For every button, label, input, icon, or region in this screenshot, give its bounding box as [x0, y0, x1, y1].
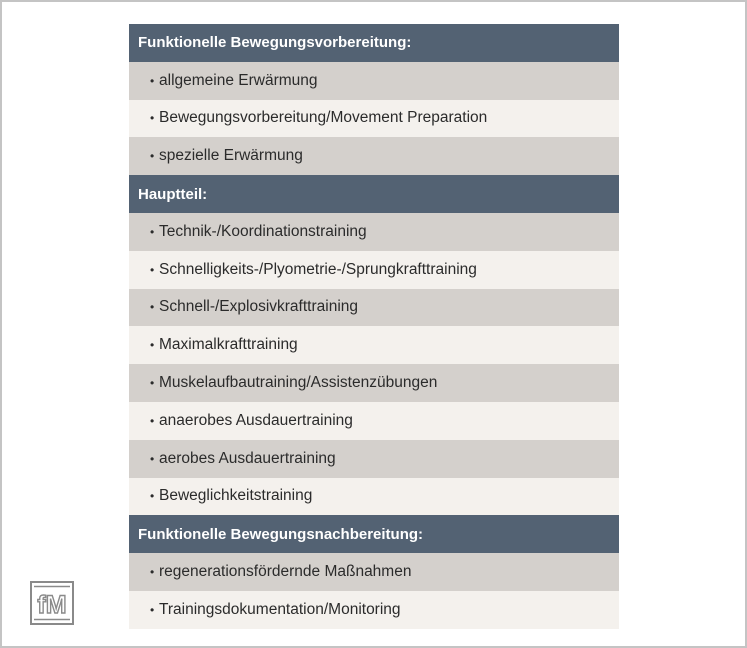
list-item-label: Beweglichkeitstraining — [159, 487, 313, 505]
bullet-icon: • — [150, 73, 155, 88]
list-item-label: Schnelligkeits-/Plyometrie-/Sprungkrafttraining — [159, 260, 477, 278]
bullet-icon: • — [150, 262, 155, 277]
bullet-icon: • — [150, 338, 155, 353]
list-item — [129, 326, 619, 364]
list-item — [129, 100, 619, 138]
list-item — [129, 289, 619, 327]
fm-logo-icon — [30, 581, 74, 625]
bullet-icon: • — [150, 565, 155, 580]
list-item — [129, 402, 619, 440]
list-item-label: Bewegungsvorbereitung/Movement Preparation — [159, 109, 488, 127]
bullet-icon: • — [150, 489, 155, 504]
bullet-icon: • — [150, 376, 155, 391]
section-header: Funktionelle Bewegungsnachbereitung: — [129, 515, 619, 553]
list-item-label: Technik-/Koordinationstraining — [159, 222, 367, 240]
list-item-label: aerobes Ausdauertraining — [159, 449, 336, 467]
list-item — [129, 478, 619, 516]
bullet-icon: • — [150, 224, 155, 239]
section-header: Hauptteil: — [129, 175, 619, 213]
list-item — [129, 591, 619, 629]
training-structure-table — [129, 24, 619, 629]
list-item — [129, 364, 619, 402]
list-item — [129, 440, 619, 478]
list-item-label: spezielle Erwärmung — [159, 147, 303, 165]
list-item — [129, 62, 619, 100]
bullet-icon: • — [150, 413, 155, 428]
bullet-icon: • — [150, 602, 155, 617]
list-item — [129, 213, 619, 251]
list-item-label: Trainingsdokumentation/Monitoring — [159, 600, 401, 618]
list-item-label: Maximalkrafttraining — [159, 336, 298, 354]
list-item-label: allgemeine Erwärmung — [159, 71, 318, 89]
list-item — [129, 251, 619, 289]
list-item-label: regenerationsfördernde Maßnahmen — [159, 563, 412, 581]
bullet-icon: • — [150, 149, 155, 164]
bullet-icon: • — [150, 451, 155, 466]
list-item-label: Schnell-/Explosivkrafttraining — [159, 298, 359, 316]
bullet-icon: • — [150, 111, 155, 126]
list-item — [129, 137, 619, 175]
list-item — [129, 553, 619, 591]
logo-text: fM — [37, 591, 67, 619]
section-header: Funktionelle Bewegungsvorbereitung: — [129, 24, 619, 62]
list-item-label: Muskelaufbautraining/Assistenzübungen — [159, 374, 438, 392]
bullet-icon: • — [150, 300, 155, 315]
list-item-label: anaerobes Ausdauertraining — [159, 411, 353, 429]
